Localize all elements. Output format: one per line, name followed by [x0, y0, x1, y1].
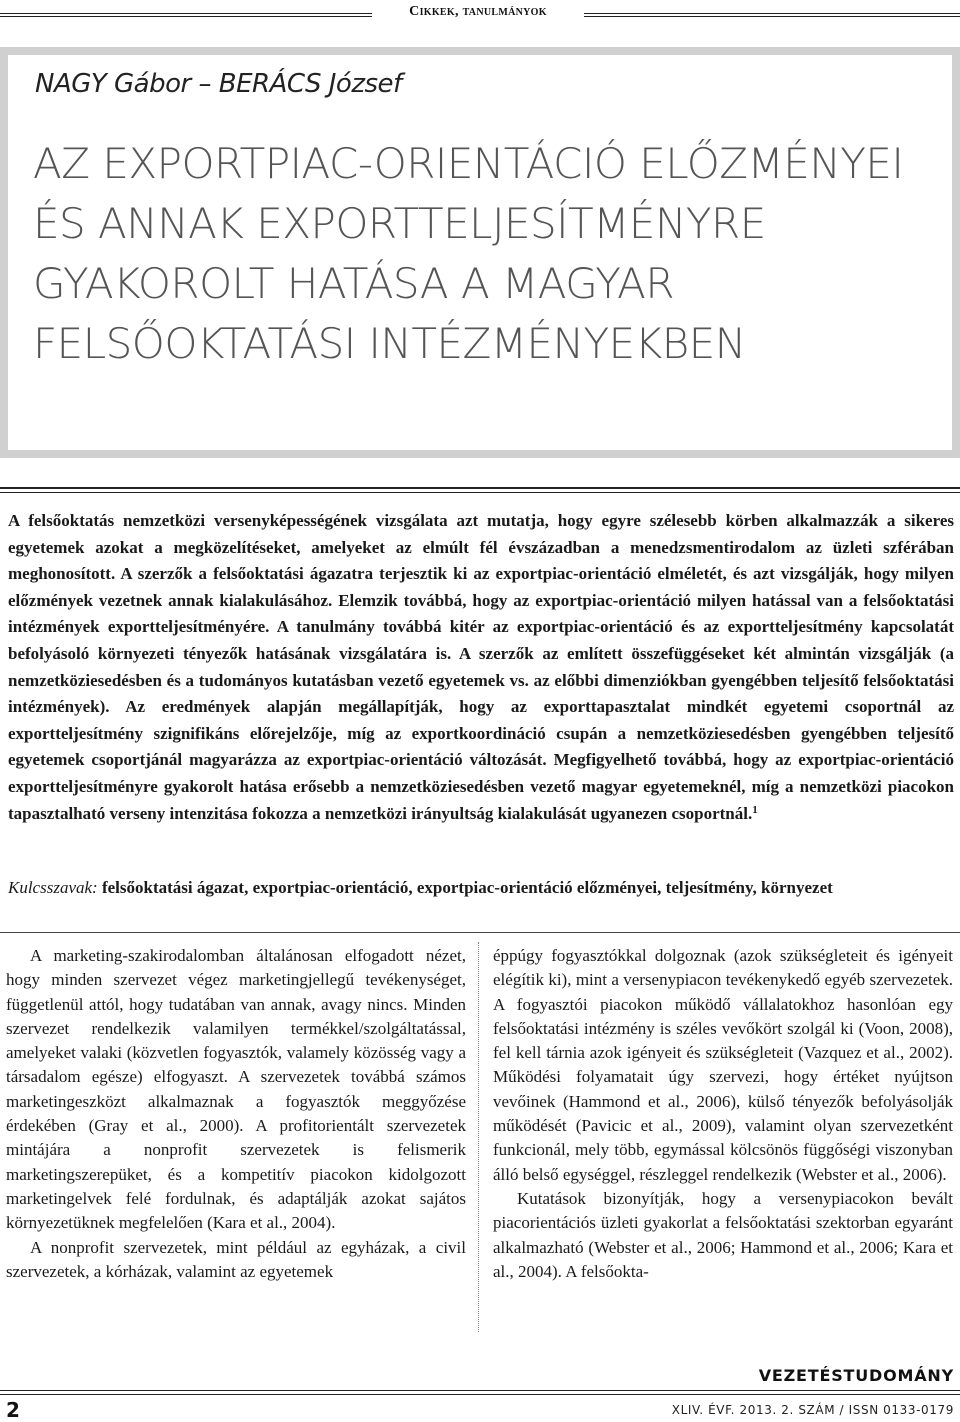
paragraph: Kutatások bizonyítják, hogy a versenypiacokon bevált piacorientációs üzleti gyakorlat a felsőoktatási szektorban egyaránt alkalmazható (Webster et al., 2006; Hammond et al., 2006; Kara et al., 2004). A felsőokta-	[493, 1188, 953, 1281]
article-title	[33, 134, 913, 374]
page-number: 2	[6, 1398, 20, 1422]
paragraph: A nonprofit szervezetek, mint például az egyházak, a civil szervezetek, a kórházak, valamint az egyetemek	[6, 1237, 466, 1281]
header-rule-left	[0, 13, 372, 17]
divider-rule	[0, 932, 960, 933]
title-line: ÉS ANNAK EXPORTTELJESÍTMÉNYRE	[33, 199, 766, 248]
divider-rule	[0, 492, 960, 493]
title-line: GYAKOROLT HATÁSA A MAGYAR	[33, 259, 675, 308]
footer-rule	[0, 1394, 960, 1395]
authors: NAGY Gábor – BERÁCS József	[35, 69, 402, 99]
keywords-text: felsőoktatási ágazat, exportpiac-orientáció, exportpiac-orientáció előzményei, teljesítmény, környezet	[101, 878, 833, 897]
abstract	[8, 508, 954, 827]
body-column-right	[493, 944, 953, 1284]
title-line: AZ EXPORTPIAC-ORIENTÁCIÓ ELŐZMÉNYEI	[33, 139, 904, 188]
journal-name: VEZETÉSTUDOMÁNY	[758, 1366, 954, 1385]
title-line: FELSŐOKTATÁSI INTÉZMÉNYEKBEN	[33, 319, 746, 368]
abstract-text: A felsőoktatás nemzetközi versenyképességének vizsgálata azt mutatja, hogy egyre szélesebb körben alkalmazzák a sikeres egyetemek azokat a megközelítéseket, amelyeket az elmúlt fél évszázadban a menedzsmentirodalom az üzleti szférában meghonosított. A szerzők a felsőoktatási ágazatra terjesztik ki az exportpiac-orientáció elméletét, és azt vizsgálják, hogy milyen előzmények vezetnek annak kialakulásához. Elemzik továbbá, hogy az exportpiac-orientáció milyen hatással van a felsőoktatási intézmények exportteljesítményére. A tanulmány továbbá kitér az exportpiac-orientáció és az exportteljesítmény kapcsolatát befolyásoló környezeti tényezők hatásának vizsgálatára is. A szerzők az említett összefüggéseket két almintán vizsgálják (a nemzetköziesedésben és a tudományos kutatásban vezető egyetemek vs. az előbbi dimenziókban gyengébben teljesítő felsőoktatási intézmények). Az eredmények alapján megállapítják, hogy az exporttapasztalat mindkét egyetemi csoportnál az exportteljesítmény szignifikáns előrejelzője, míg az exportkoordináció csupán a nemzetköziesedésben gyengébben teljesítő egyetemek csoportjánál magyarázza az exportpiac-orientáció változását. Megfigyelhető továbbá, hogy az exportpiac-orientáció exportteljesítményre gyakorolt hatása erősebb a nemzetköziesedésben vezető magyar egyetemeknél, míg a nemzetközi piacokon tapasztalható verseny intenzitása fokozza a nemzetközi irányultság kialakulását ugyanezen csoportnál.	[8, 511, 954, 823]
section-title: Cikkek, tanulmányok	[409, 4, 547, 19]
body-column-left	[6, 944, 466, 1284]
running-header	[0, 4, 960, 22]
header-rule-right	[584, 13, 960, 17]
issue-info: XLIV. ÉVF. 2013. 2. SZÁM / ISSN 0133-0179	[671, 1403, 954, 1417]
keywords-label: Kulcsszavak:	[8, 878, 98, 897]
footer-rule	[0, 1390, 960, 1391]
keywords	[8, 874, 954, 901]
divider-rule	[0, 487, 960, 489]
footnote-mark[interactable]: 1	[752, 803, 758, 816]
paragraph: éppúgy fogyasztókkal dolgoznak (azok szükségleteit és igényeit elégítik ki), mint a versenypiacon tevékenykedő egyéb szervezetek. A fogyasztói piacokon működő vállalatokhoz hasonlóan egy felsőoktatási intézmény is széles vevőkört szolgál ki (Voon, 2008), fel kell tárnia azok igényeit és szükségleteit (Vazquez et al., 2002). Működési folyamatait úgy szervezi, hogy értéket nyújtson vevőinek (Hammond et al., 2006), külső tényezők befolyásolják működését (Pavicic et al., 2009), valamint olyan szervezetként funkcionál, mely több, egymással kölcsönös függőségi viszonyban álló belső egységgel, részleggel rendelkezik (Webster et al., 2006).	[493, 946, 953, 1184]
column-divider	[478, 942, 479, 1332]
paragraph: A marketing-szakirodalomban általánosan elfogadott nézet, hogy minden szervezet végez marketingjellegű tevékenységet, függetlenül attól, hogy tudatában van annak, avagy nincs. Minden szervezet rendelkezik valamilyen termékkel/szolgáltatással, amelyeket valaki (közvetlen fogyasztók, valamely közösség vagy a társadalom egésze) elfogyaszt. A szervezetek továbbá számos marketingeszközt alkalmaznak a fogyasztók meggyőzése érdekében (Gray et al., 2000). A profitorientált szervezetek mintájára a nonprofit szervezetek is felismerik marketingszerepüket, és a kompetitív piacokon kidolgozott marketingelvek felé fordulnak, és adaptálják azokat sajátos környezetüknek megfelelően (Kara et al., 2004).	[6, 946, 466, 1233]
